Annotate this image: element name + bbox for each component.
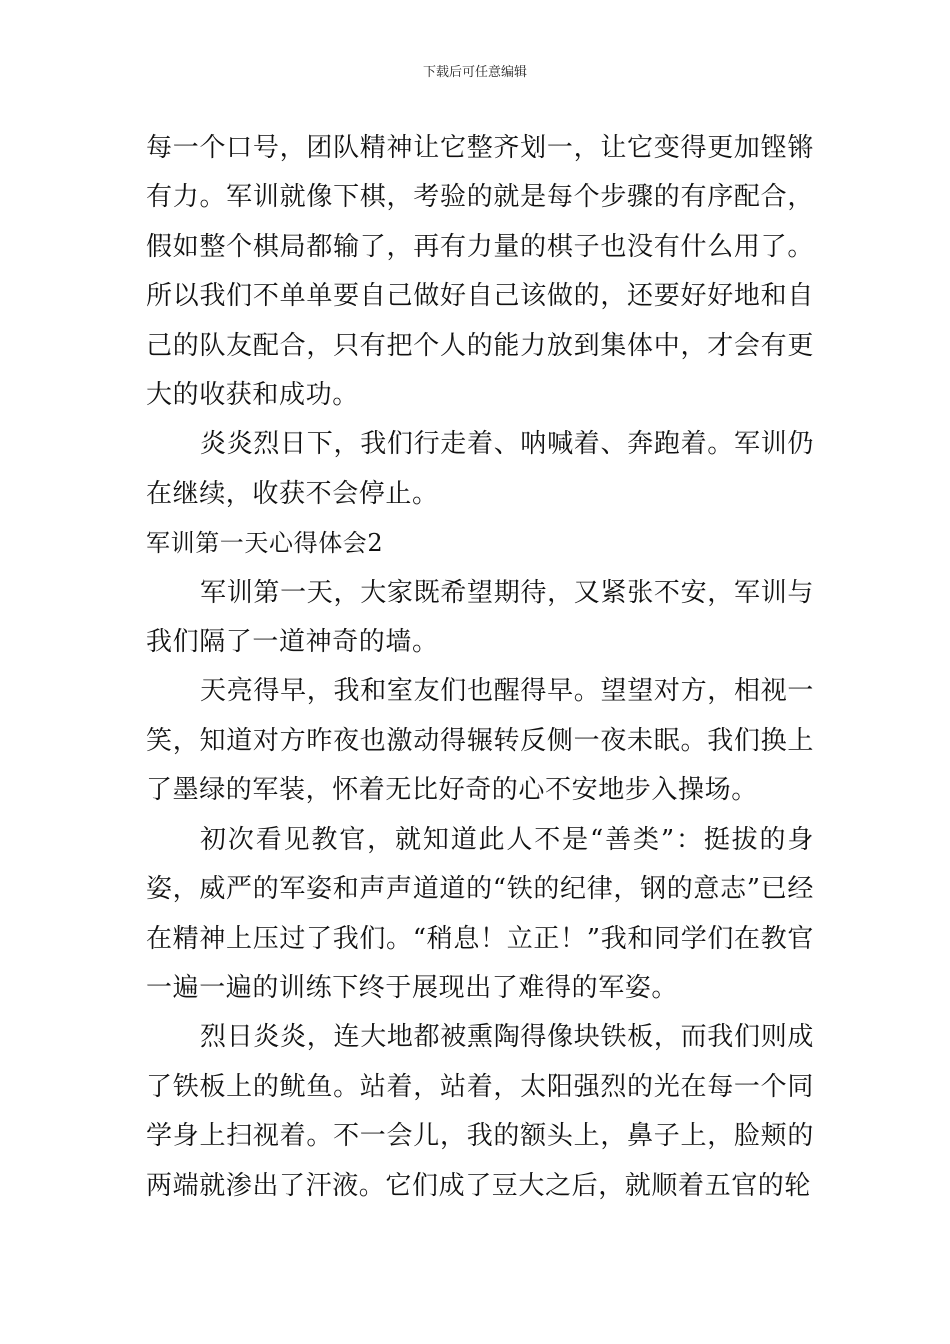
paragraph-team-spirit: 每一个口号，团队精神让它整齐划一，让它变得更加铿锵有力。军训就像下棋，考验的就是每个步骤的有序配合，假如整个棋局都输了，再有力量的棋子也没有什么用了。所以我们不单单要自己做好自己该做的，还要好好地和自己的队友配合，只有把个人的能力放到集体中，才会有更大的收获和成功。: [146, 133, 814, 411]
paragraph-dawn: 天亮得早，我和室友们也醒得早。望望对方，相视一笑，知道对方昨夜也激动得辗转反侧一夜未眠。我们换上了墨绿的军装，怀着无比好奇的心不安地步入操场。: [146, 676, 814, 806]
section-title: 军训第一天心得体会2: [146, 529, 384, 558]
paragraph-scorching-sun: 炎炎烈日下，我们行走着、呐喊着、奔跑着。军训仍在继续，收获不会停止。: [146, 429, 814, 509]
page-header: 下载后可任意编辑: [422, 65, 527, 80]
paragraph-heat: 烈日炎炎，连大地都被熏陶得像块铁板，而我们则成了铁板上的鱿鱼。站着，站着，太阳强烈的光在每一个同学身上扫视着。不一会儿，我的额头上，鼻子上，脸颊的两端就渗出了汗液。它们成了豆大之后，就顺着五官的轮: [146, 1022, 814, 1201]
paragraph-instructor: 初次看见教官，就知道此人不是“善类”：挺拔的身姿，威严的军姿和声声道道的“铁的纪律，钢的意志”已经在精神上压过了我们。“稍息！立正！”我和同学们在教官一遍一遍的训练下终于展现出了难得的军姿。: [146, 824, 814, 1003]
paragraph-first-day: 军训第一天，大家既希望期待，又紧张不安，军训与我们隔了一道神奇的墙。: [146, 577, 814, 658]
document-body: [146, 124, 814, 1211]
